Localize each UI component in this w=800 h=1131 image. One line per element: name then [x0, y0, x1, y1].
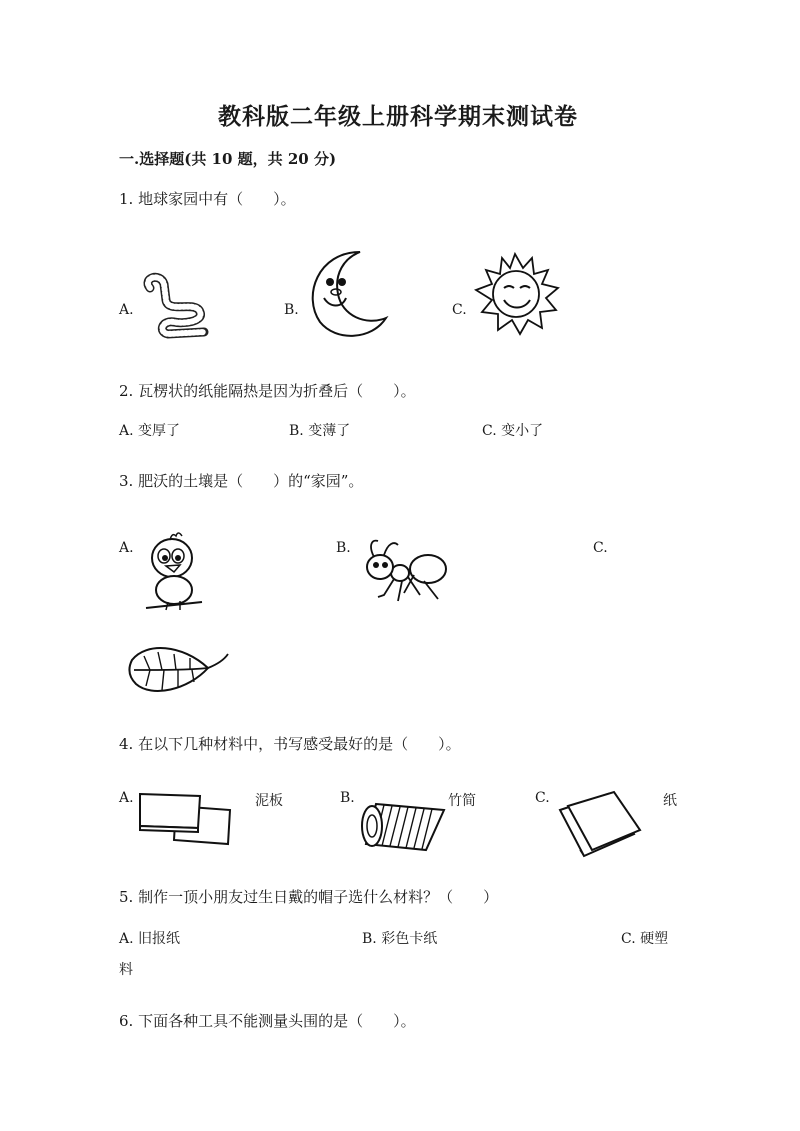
- question-3: 3. 肥沃的土壤是（ ）的“家园”。: [119, 472, 364, 490]
- q4-option-c-name: 纸: [663, 793, 677, 809]
- q4-option-a-name: 泥板: [255, 793, 283, 809]
- q4-option-a-label: A.: [119, 790, 134, 806]
- q4-option-b-name: 竹简: [448, 793, 476, 809]
- q5-option-c-wrap: 料: [119, 962, 133, 978]
- bamboo-slips-icon: [356, 796, 448, 854]
- crescent-moon-icon: [300, 246, 390, 341]
- question-5: 5. 制作一顶小朋友过生日戴的帽子选什么材料？（ ）: [119, 888, 499, 906]
- earthworm-icon: [138, 270, 218, 340]
- question-1: 1. 地球家园中有（ ）。: [119, 190, 296, 208]
- page-title: 教科版二年级上册科学期末测试卷: [218, 103, 578, 130]
- chick-icon: [140, 528, 210, 620]
- q2-option-b: B. 变薄了: [289, 423, 351, 439]
- q1-option-b-label: B.: [284, 302, 299, 318]
- q3-option-c-label: C.: [593, 540, 608, 556]
- section-heading: 一.选择题(共 10 题，共 20 分): [119, 150, 337, 168]
- q4-option-b-label: B.: [340, 790, 355, 806]
- q3-option-b-label: B.: [336, 540, 351, 556]
- q4-option-c-label: C.: [535, 790, 550, 806]
- q1-option-c-label: C.: [452, 302, 467, 318]
- q5-option-c: C. 硬塑: [621, 931, 669, 947]
- clay-tablets-icon: [136, 788, 236, 854]
- sun-icon: [468, 250, 563, 340]
- question-6: 6. 下面各种工具不能测量头围的是（ ）。: [119, 1012, 416, 1030]
- ant-icon: [354, 535, 454, 605]
- q2-option-a: A. 变厚了: [119, 423, 181, 439]
- question-2: 2. 瓦楞状的纸能隔热是因为折叠后（ ）。: [119, 382, 416, 400]
- q1-option-a-label: A.: [119, 302, 134, 318]
- q5-option-b: B. 彩色卡纸: [362, 931, 438, 947]
- q2-option-c: C. 变小了: [482, 423, 544, 439]
- q3-option-a-label: A.: [119, 540, 134, 556]
- q5-option-a: A. 旧报纸: [119, 931, 181, 947]
- question-4: 4. 在以下几种材料中，书写感受最好的是（ ）。: [119, 735, 461, 753]
- paper-sheets-icon: [554, 790, 644, 860]
- leaf-icon: [126, 640, 232, 702]
